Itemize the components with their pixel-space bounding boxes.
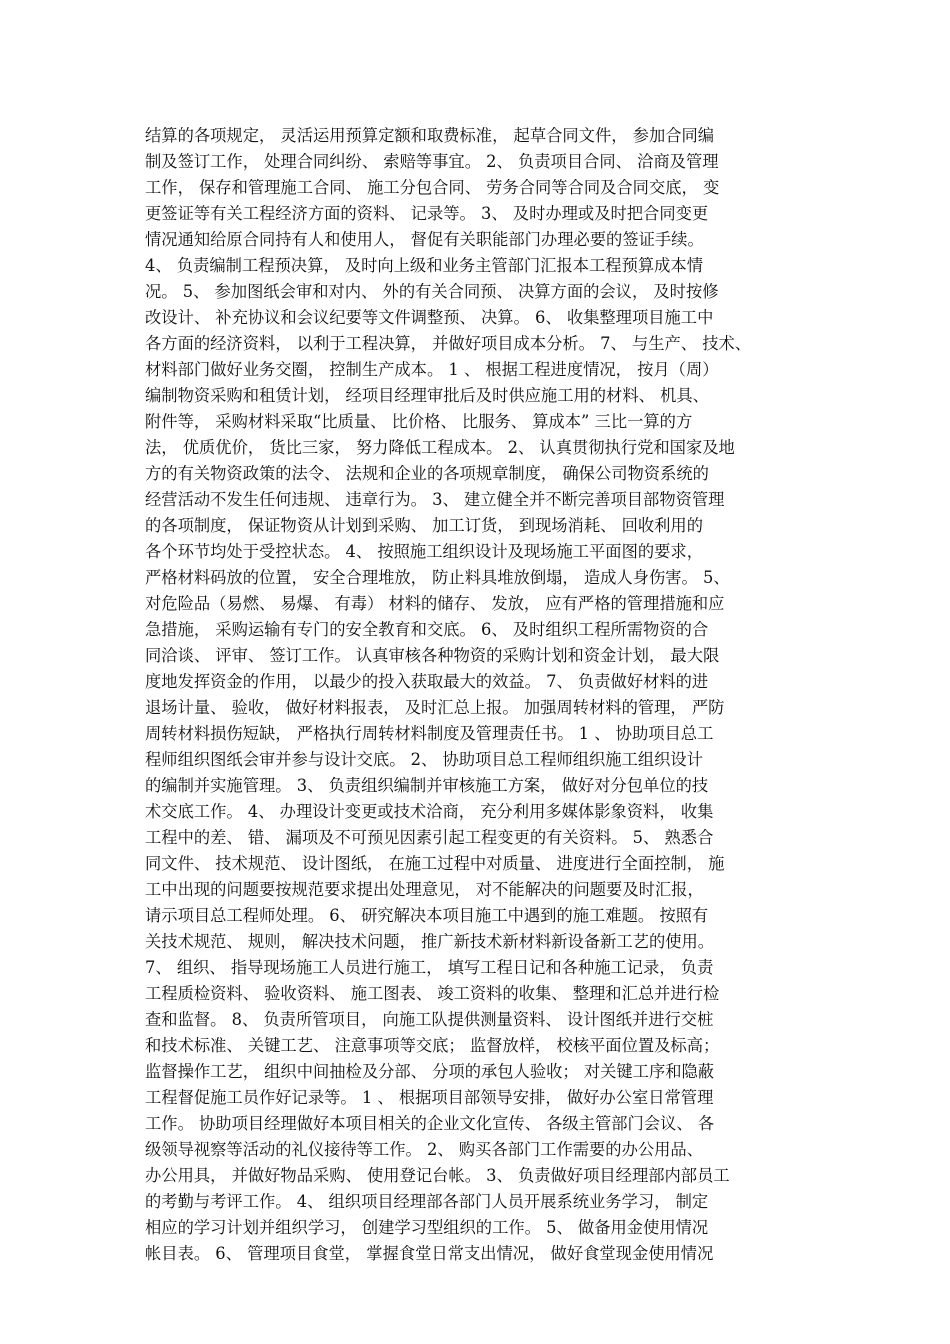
text-line: 和技术标准、 关键工艺、 注意事项等交底； 监督放样， 校核平面位置及标高； — [145, 1036, 720, 1055]
text-line: 的考勤与考评工作。 4、 组织项目经理部各部门人员开展系统业务学习， 制定 — [145, 1192, 709, 1211]
text-line: 程师组织图纸会审并参与设计交底。 2、 协助项目总工程师组织施工组织设计 — [145, 750, 703, 769]
text-line: 办公用具， 并做好物品采购、 使用登记台帐。 3、 负责做好项目经理部内部员工 — [145, 1166, 730, 1185]
text-line: 制及签订工作， 处理合同纠纷、 索赔等事宜。 2、 负责项目合同、 洽商及管理 — [145, 152, 719, 171]
text-line: 工作。 协助项目经理做好本项目相关的企业文化宣传、 各级主管部门会议、 各 — [145, 1114, 715, 1133]
text-line: 的编制并实施管理。 3、 负责组织编制并审核施工方案， 做好对分包单位的技 — [145, 776, 709, 795]
text-line: 法， 优质优价， 货比三家， 努力降低工程成本。 2、 认真贯彻执行党和国家及地 — [145, 438, 735, 457]
text-line: 相应的学习计划并组织学习， 创建学习型组织的工作。 5、 做备用金使用情况 — [145, 1218, 709, 1237]
text-line: 经营活动不发生任何违规、 违章行为。 3、 建立健全并不断完善项目部物资管理 — [145, 490, 725, 509]
text-line: 的各项制度， 保证物资从计划到采购、 加工订货， 到现场消耗、 回收利用的 — [145, 516, 703, 535]
text-line: 改设计、 补充协议和会议纪要等文件调整预、 决算。 6、 收集整理项目施工中 — [145, 308, 714, 327]
text-line: 急措施， 采购运输有专门的安全教育和交底。 6、 及时组织工程所需物资的合 — [145, 620, 709, 639]
text-line: 严格材料码放的位置， 安全合理堆放， 防止料具堆放倒塌， 造成人身伤害。 5、 — [145, 568, 730, 587]
text-line: 关技术规范、 规则， 解决技术问题， 推广新技术新材料新设备新工艺的使用。 — [145, 932, 715, 951]
text-line: 周转材料损伤短缺， 严格执行周转材料制度及管理责任书。 1 、 协助项目总工 — [145, 724, 714, 743]
document-page — [145, 123, 809, 1267]
text-line: 材料部门做好业务交圈， 控制生产成本。 1 、 根据工程进度情况， 按月（周） — [145, 360, 719, 379]
text-line: 工程中的差、 错、 漏项及不可预见因素引起工程变更的有关资料。 5、 熟悉合 — [145, 828, 714, 847]
text-line: 更签证等有关工程经济方面的资料、 记录等。 3、 及时办理或及时把合同变更 — [145, 204, 709, 223]
text-line: 术交底工作。 4、 办理设计变更或技术洽商， 充分利用多媒体影象资料， 收集 — [145, 802, 714, 821]
text-line: 退场计量、 验收， 做好材料报表， 及时汇总上报。 加强周转材料的管理， 严防 — [145, 698, 725, 717]
text-line: 请示项目总工程师处理。 6、 研究解决本项目施工中遇到的施工难题。 按照有 — [145, 906, 709, 925]
text-line: 4、 负责编制工程预决算， 及时向上级和业务主管部门汇报本工程预算成本情 — [145, 256, 703, 275]
text-line: 结算的各项规定， 灵活运用预算定额和取费标准， 起草合同文件， 参加合同编 — [145, 126, 715, 145]
text-line: 各方面的经济资料， 以利于工程决算， 并做好项目成本分析。 7、 与生产、 技术、 — [145, 334, 752, 353]
text-line: 方的有关物资政策的法令、 法规和企业的各项规章制度， 确保公司物资系统的 — [145, 464, 709, 483]
text-line: 情况通知给原合同持有人和使用人， 督促有关职能部门办理必要的签证手续。 — [145, 230, 704, 249]
text-line: 监督操作工艺， 组织中间抽检及分部、 分项的承包人验收； 对关键工序和隐蔽 — [145, 1062, 715, 1081]
text-line: 帐目表。 6、 管理项目食堂， 掌握食堂日常支出情况， 做好食堂现金使用情况 — [145, 1244, 714, 1263]
text-line: 查和监督。 8、 负责所管项目， 向施工队提供测量资料、 设计图纸并进行交桩 — [145, 1010, 714, 1029]
text-line: 同洽谈、 评审、 签订工作。 认真审核各种物资的采购计划和资金计划， 最大限 — [145, 646, 720, 665]
text-line: 工中出现的问题要按规范要求提出处理意见， 对不能解决的问题要及时汇报， — [145, 880, 704, 899]
text-line: 工程质检资料、 验收资料、 施工图表、 竣工资料的收集、 整理和汇总并进行检 — [145, 984, 720, 1003]
text-line: 对危险品（易燃、 易爆、 有毒） 材料的储存、 发放， 应有严格的管理措施和应 — [145, 594, 725, 613]
text-line: 工程督促施工员作好记录等。 1 、 根据项目部领导安排， 做好办公室日常管理 — [145, 1088, 714, 1107]
text-line: 附件等， 采购材料采取“比质量、 比价格、 比服务、 算成本” 三比一算的方 — [145, 412, 693, 431]
text-line: 各个环节均处于受控状态。 4、 按照施工组织设计及现场施工平面图的要求， — [145, 542, 703, 561]
text-line: 况。 5、 参加图纸会审和对内、 外的有关合同预、 决算方面的会议， 及时按修 — [145, 282, 719, 301]
text-line: 7、 组织、 指导现场施工人员进行施工， 填写工程日记和各种施工记录， 负责 — [145, 958, 714, 977]
text-line: 级领导视察等活动的礼仪接待等工作。 2、 购买各部门工作需要的办公用品、 — [145, 1140, 703, 1159]
text-line: 编制物资采购和租赁计划， 经项目经理审批后及时供应施工用的材料、 机具、 — [145, 386, 709, 405]
text-line: 工作， 保存和管理施工合同、 施工分包合同、 劳务合同等合同及合同交底， 变 — [145, 178, 720, 197]
text-line: 度地发挥资金的作用， 以最少的投入获取最大的效益。 7、 负责做好材料的进 — [145, 672, 709, 691]
text-line: 同文件、 技术规范、 设计图纸， 在施工过程中对质量、 进度进行全面控制， 施 — [145, 854, 725, 873]
